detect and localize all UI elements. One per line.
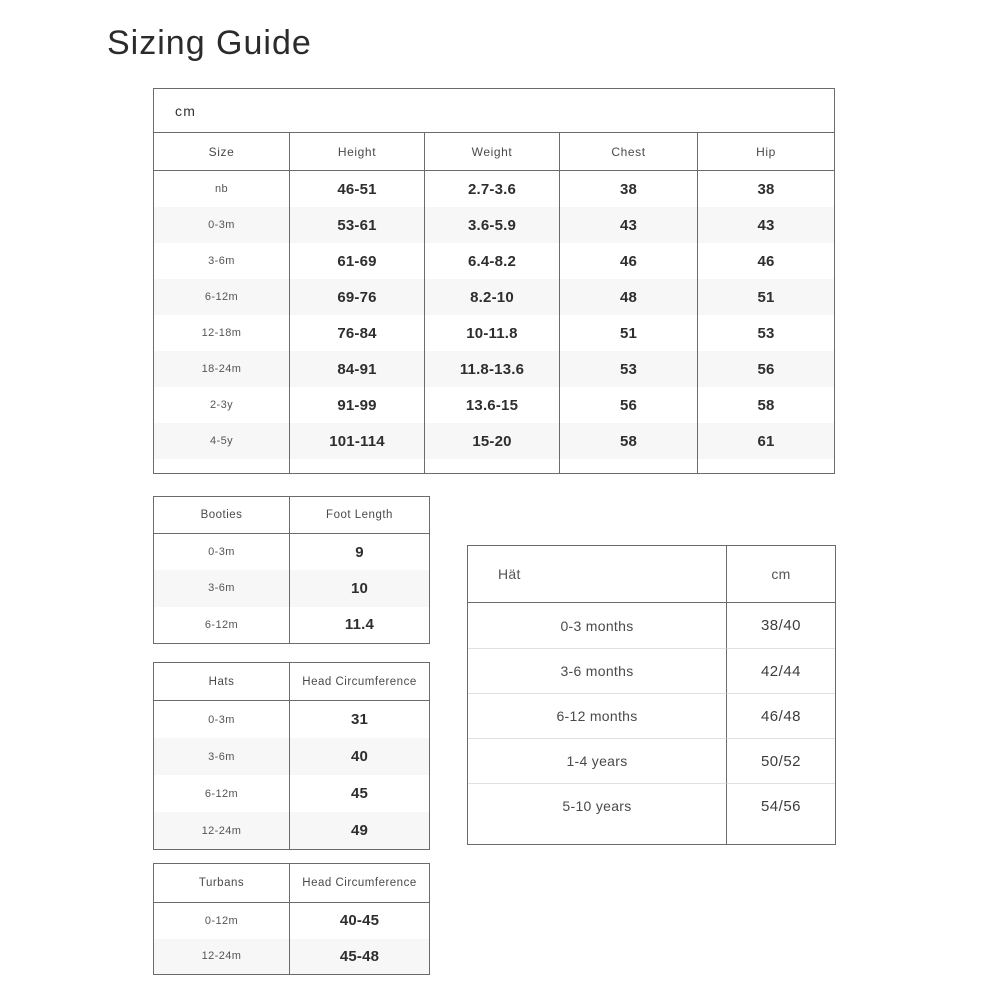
cell-value: 10 — [290, 570, 429, 606]
cell-value: 48 — [560, 279, 698, 315]
main-size-table — [153, 88, 835, 474]
cell-value: 101-114 — [290, 423, 425, 459]
cell-value: 76-84 — [290, 315, 425, 351]
cell-value: 42/44 — [727, 648, 835, 693]
cell-value: 54/56 — [727, 783, 835, 828]
row-label: 6-12m — [154, 607, 290, 643]
column-header-size: Size — [154, 133, 290, 171]
cell-value: 51 — [560, 315, 698, 351]
table-spacer — [727, 828, 835, 844]
row-label: 0-3m — [154, 207, 290, 243]
column-header-hip: Hip — [698, 133, 834, 171]
cell-value: 50/52 — [727, 738, 835, 783]
row-label: 2-3y — [154, 387, 290, 423]
cell-value: 13.6-15 — [425, 387, 560, 423]
cell-value: 46/48 — [727, 693, 835, 738]
column-header-weight: Weight — [425, 133, 560, 171]
column-header-hat: Hät — [468, 546, 727, 603]
cell-value: 46 — [560, 243, 698, 279]
row-label: 6-12m — [154, 279, 290, 315]
row-label: 12-24m — [154, 812, 290, 849]
cell-value: 43 — [698, 207, 834, 243]
cell-value: 56 — [698, 351, 834, 387]
cell-value: 3.6-5.9 — [425, 207, 560, 243]
cell-value: 45 — [350, 785, 369, 802]
cell-value: 46 — [757, 252, 775, 270]
cell-value: 10-11.8 — [425, 315, 560, 351]
row-label: 3-6m — [154, 243, 290, 279]
row-label: 4-5y — [154, 423, 290, 459]
row-label: 1-4 years — [468, 738, 727, 783]
table-spacer — [698, 459, 834, 473]
cell-value: 53-61 — [290, 207, 425, 243]
row-label: 6-12 months — [468, 693, 727, 738]
table-spacer — [560, 459, 698, 473]
column-header-height: Height — [290, 133, 425, 171]
table-spacer — [425, 459, 560, 473]
row-label: 0-3 months — [468, 603, 727, 648]
cell-value: 38/40 — [760, 617, 802, 634]
main-size-grid — [154, 133, 834, 473]
row-label: 5-10 years — [468, 783, 727, 828]
turbans-table — [153, 863, 430, 975]
table-spacer — [154, 459, 290, 473]
row-label: 12-24m — [154, 939, 290, 975]
column-header-cm: cm — [727, 546, 835, 603]
cell-value: 40 — [290, 738, 429, 775]
cell-value: 46-51 — [290, 171, 425, 207]
row-label: 0-12m — [154, 903, 290, 939]
column-header-chest: Chest — [560, 133, 698, 171]
cell-value: 6.4-8.2 — [425, 243, 560, 279]
cell-value: 53 — [560, 351, 698, 387]
column-header-head-circumference: Head Circumference — [290, 864, 429, 903]
cell-value: 15-20 — [425, 423, 560, 459]
row-label: 18-24m — [154, 351, 290, 387]
row-label: 6-12m — [154, 775, 290, 812]
cell-value: 49 — [290, 812, 429, 849]
cell-value: 38 — [757, 180, 775, 198]
cell-value: 84-91 — [290, 351, 425, 387]
cell-value: 45-48 — [290, 939, 429, 975]
row-label: nb — [154, 171, 290, 207]
cell-value: 43 — [560, 207, 698, 243]
cell-value: 53 — [757, 324, 775, 342]
hats-table — [153, 662, 430, 850]
cell-value: 2.7-3.6 — [425, 171, 560, 207]
cell-value: 61 — [698, 423, 834, 459]
page-title: Sizing Guide — [107, 24, 312, 62]
row-label: 3-6m — [154, 738, 290, 775]
column-header-turbans: Turbans — [154, 864, 290, 903]
hat-cm-table — [467, 545, 836, 845]
row-label: 12-18m — [154, 315, 290, 351]
cell-value: 58 — [757, 396, 775, 414]
row-label: 0-3m — [154, 534, 290, 570]
cell-value: 51 — [698, 279, 834, 315]
column-header-foot-length: Foot Length — [290, 497, 429, 534]
row-label: 3-6m — [154, 570, 290, 606]
cell-value: 11.8-13.6 — [425, 351, 560, 387]
cell-value: 31 — [350, 711, 369, 728]
row-label: 3-6 months — [468, 648, 727, 693]
column-header-hats: Hats — [154, 663, 290, 701]
table-spacer — [290, 459, 425, 473]
cell-value: 69-76 — [290, 279, 425, 315]
cell-value: 8.2-10 — [425, 279, 560, 315]
column-header-head-circumference: Head Circumference — [290, 663, 429, 701]
cell-value: 56 — [560, 387, 698, 423]
column-header-booties: Booties — [154, 497, 290, 534]
unit-label: cm — [154, 89, 834, 133]
cell-value: 61-69 — [290, 243, 425, 279]
cell-value: 9 — [355, 543, 364, 561]
cell-value: 58 — [560, 423, 698, 459]
cell-value: 91-99 — [290, 387, 425, 423]
row-label: 0-3m — [154, 701, 290, 738]
cell-value: 40-45 — [339, 912, 380, 930]
cell-value: 11.4 — [344, 616, 375, 634]
booties-table — [153, 496, 430, 644]
table-spacer — [468, 828, 727, 844]
cell-value: 38 — [560, 171, 698, 207]
